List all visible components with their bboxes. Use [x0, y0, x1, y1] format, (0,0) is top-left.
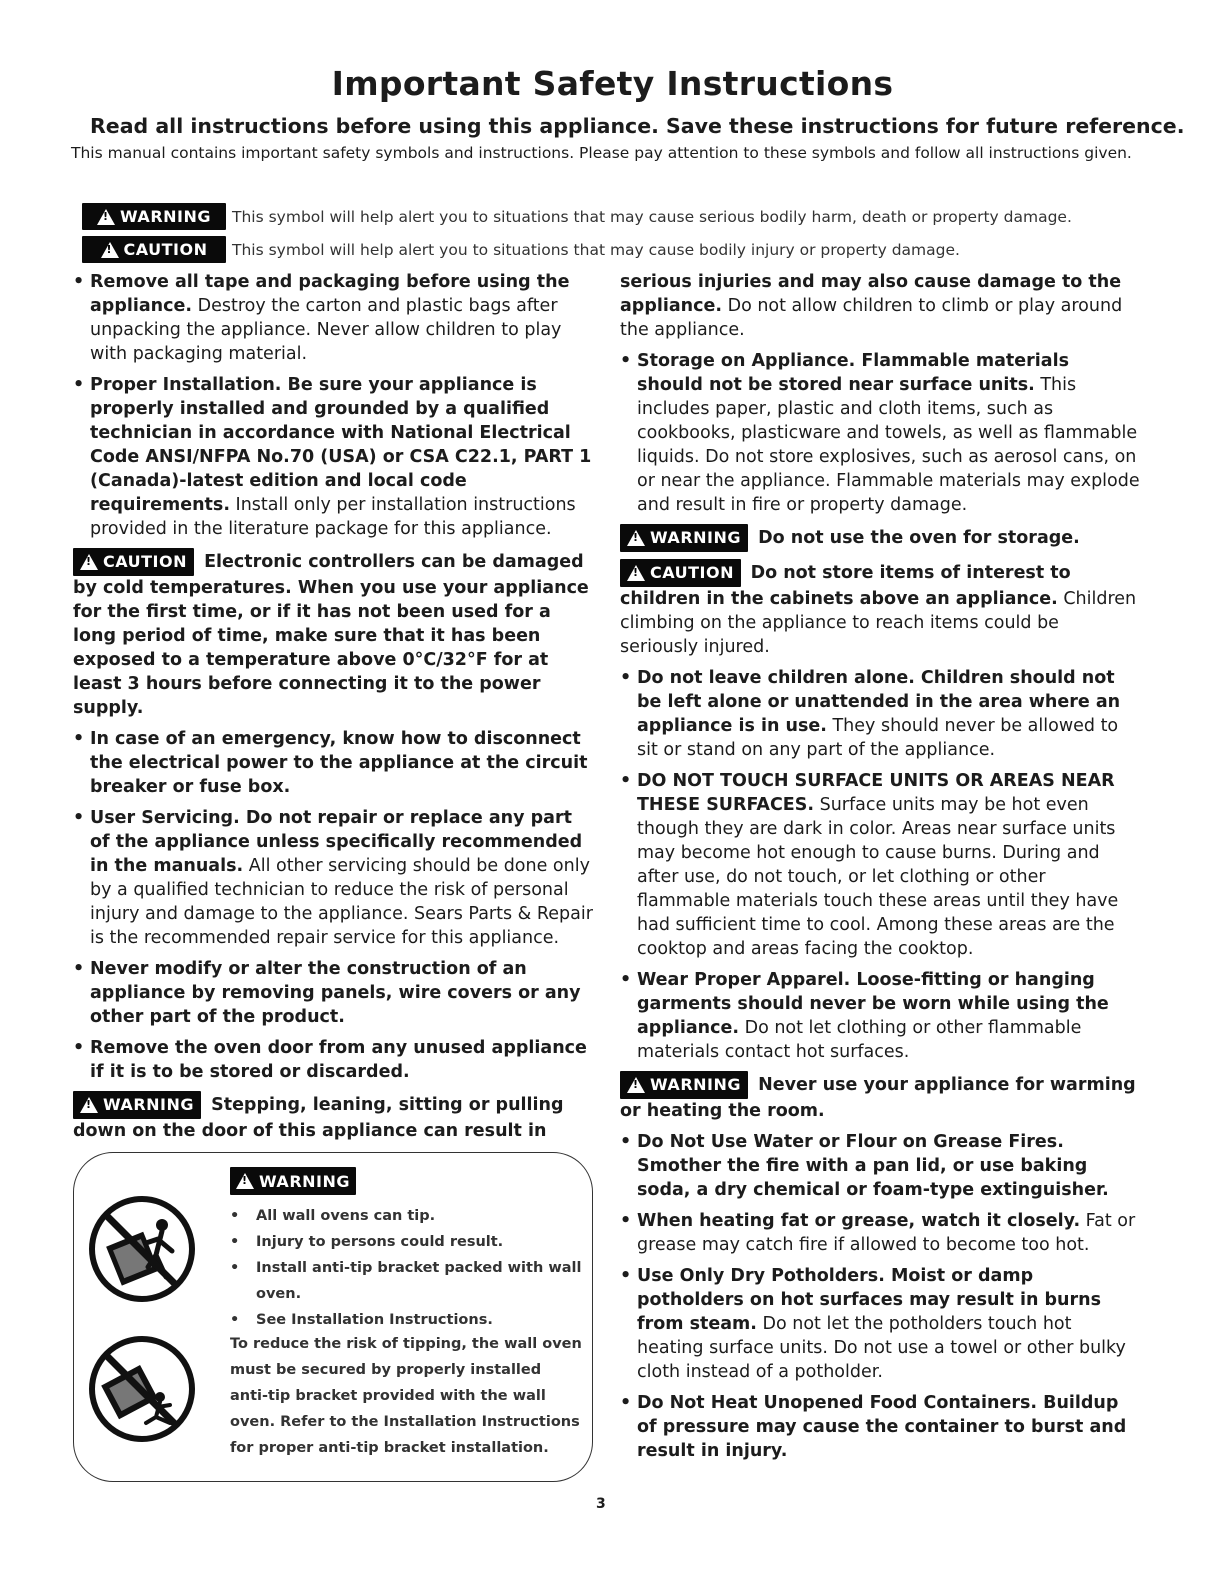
alert-triangle-icon: [236, 1173, 254, 1189]
intro-text: This manual contains important safety symbols and instructions. Please pay attention to these symbols and follow all instructions given.: [71, 144, 1132, 162]
list-item: • Injury to persons could result.: [230, 1234, 504, 1250]
list-item-heating-fat: • When heating fat or grease, watch it closely. Fat or grease may catch fire if allowed to become too hot.: [620, 1211, 1136, 1255]
warning-badge: ! WARNING: [620, 524, 748, 552]
caution-badge: ! CAUTION: [620, 559, 741, 587]
list-item-remove-door: • Remove the oven door from any unused appliance if it is to be stored or discarded.: [73, 1038, 587, 1082]
list-item: • See Installation Instructions.: [230, 1312, 493, 1328]
list-item: • All wall ovens can tip.: [230, 1208, 436, 1224]
left-column: [73, 270, 593, 1150]
warning-badge: ! WARNING: [230, 1167, 356, 1195]
list-item: • Install anti-tip bracket packed with wall oven.: [230, 1260, 582, 1302]
list-item-emergency: • In case of an emergency, know how to disconnect the electrical power to the appliance at the circuit breaker or fuse box.: [73, 729, 588, 797]
warning-stepping: ! WARNING Stepping, leaning, sitting or pulling down on the door of this appliance can result in: [73, 1091, 593, 1143]
anti-tip-instructions: To reduce the risk of tipping, the wall oven must be secured by properly installed anti-tip bracket provided with the wall oven. Refer to the Installation Instructions for proper anti-tip bracket installation.: [230, 1336, 582, 1456]
page-title: Important Safety Instructions: [331, 64, 894, 103]
legend-caution-text: This symbol will help alert you to situations that may cause bodily injury or property damage.: [232, 240, 960, 259]
list-item-packaging: • Remove all tape and packaging before using the appliance. Destroy the carton and plastic bags after unpacking the appliance. Never allow children to play with packaging material.: [73, 272, 570, 364]
warning-heating-room: ! WARNING Never use your appliance for warming or heating the room.: [620, 1071, 1140, 1123]
continued-text: serious injuries and may also cause damage to the appliance. Do not allow children to climb or play around the appliance.: [620, 272, 1123, 340]
alert-triangle-icon: [627, 1077, 645, 1093]
alert-triangle-icon: [80, 554, 98, 570]
legend-caution-row: [82, 234, 1152, 265]
warning-badge: ! WARNING: [73, 1091, 201, 1119]
legend-warning-row: [82, 201, 1152, 232]
warning-badge: ! WARNING: [82, 203, 226, 230]
caution-badge: ! CAUTION: [73, 548, 194, 576]
caution-children-items: ! CAUTION Do not store items of interest to children in the cabinets above an appliance. Children climbing on the appliance to reach items could be seriously injured.: [620, 559, 1140, 659]
alert-triangle-icon: [80, 1097, 98, 1113]
oven-tip-over-icon: [86, 1193, 198, 1305]
caution-cold-temperatures: ! CAUTION Electronic controllers can be damaged by cold temperatures. When you use your appliance for the first time, or if it has not been used for a long period of time, make sure that it has been exposed to a temperature above 0°C/32°F for at least 3 hours before connecting it to the power supply.: [73, 548, 593, 720]
list-item-apparel: • Wear Proper Apparel. Loose-fitting or hanging garments should never be worn while using the appliance. Do not let clothing or other flammable materials contact hot surfaces.: [620, 970, 1109, 1062]
caution-badge: ! CAUTION: [82, 236, 226, 263]
list-item-potholders: • Use Only Dry Potholders. Moist or damp potholders on hot surfaces may result in burns from steam. Do not let the potholders touch hot heating surface units. Do not use a towel or other bulky cloth instead of a potholder.: [620, 1266, 1126, 1382]
page-subtitle: Read all instructions before using this appliance. Save these instructions for future reference.: [90, 114, 1185, 138]
right-column: [620, 270, 1140, 1470]
symbol-legend: [82, 201, 1152, 267]
list-item-user-servicing: • User Servicing. Do not repair or replace any part of the appliance unless specifically recommended in the manuals. All other servicing should be done only by a qualified technician to reduce the risk of personal injury and damage to the appliance. Sears Parts & Repair is the recommended repair service for this appliance.: [73, 808, 593, 948]
list-item-never-modify: • Never modify or alter the construction of an appliance by removing panels, wire covers or any other part of the product.: [73, 959, 581, 1027]
warning-oven-storage: ! WARNING Do not use the oven for storage.: [620, 524, 1140, 552]
alert-triangle-icon: [627, 565, 645, 581]
alert-triangle-icon: [101, 242, 119, 258]
list-item-grease-fires: • Do Not Use Water or Flour on Grease Fires. Smother the fire with a pan lid, or use baking soda, a dry chemical or foam-type extinguisher.: [620, 1132, 1109, 1200]
alert-triangle-icon: [627, 530, 645, 546]
list-item-children-alone: • Do not leave children alone. Children should not be left alone or unattended in the area where an appliance is in use. They should never be allowed to sit or stand on any part of the appliance.: [620, 668, 1121, 760]
page-number: 3: [596, 1496, 606, 1512]
alert-triangle-icon: [97, 209, 115, 225]
list-item-storage: • Storage on Appliance. Flammable materials should not be stored near surface units. This includes paper, plastic and cloth items, such as cookbooks, plasticware and towels, as well as flammable liquids. Do not store explosives, such as aerosol cans, on or near the appliance. Flammable materials may explode and result in fire or property damage.: [620, 351, 1140, 515]
anti-tip-warning-box: [73, 1152, 593, 1482]
list-item-surface-units: • DO NOT TOUCH SURFACE UNITS OR AREAS NEAR THESE SURFACES. Surface units may be hot even though they are dark in color. Areas near surface units may become hot enough to cause burns. During and after use, do not touch, or let clothing or other flammable materials touch these areas until they have had sufficient time to cool. Among these areas are the cooktop and areas facing the cooktop.: [620, 771, 1119, 959]
warning-badge: ! WARNING: [620, 1071, 748, 1099]
legend-warning-text: This symbol will help alert you to situations that may cause serious bodily harm, death or property damage.: [232, 207, 1072, 226]
anti-tip-list: [230, 1203, 582, 1333]
list-item-installation: • Proper Installation. Be sure your appliance is properly installed and grounded by a qualified technician in accordance with National Electrical Code ANSI/NFPA No.70 (USA) or CSA C22.1, PART 1 (Canada)-latest edition and local code requirements. Install only per installation instructions provided in the literature package for this appliance.: [73, 375, 592, 539]
oven-door-tip-icon: [86, 1333, 198, 1445]
list-item-food-containers: • Do Not Heat Unopened Food Containers. Buildup of pressure may cause the container to burst and result in injury.: [620, 1393, 1127, 1461]
